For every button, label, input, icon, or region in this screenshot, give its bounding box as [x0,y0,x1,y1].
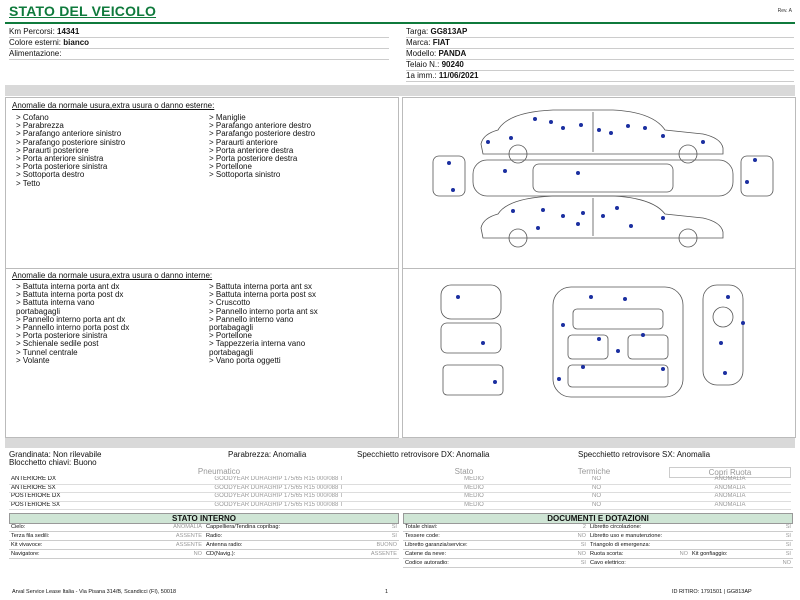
internal-damage-list-1 [16,283,206,365]
list-item: > Paraurti posteriore [16,145,89,155]
colore-value: bianco [63,38,90,47]
kv-value: NO [762,559,793,568]
marca-label: Marca: [406,38,431,47]
tyre-termiche: NO [534,476,659,484]
list-item: > Pannello interno porta ant dx [16,314,126,324]
list-item: > Cofano [16,113,49,122]
table-row [403,541,793,550]
list-item: > Sottoporta sinistro [209,170,281,180]
table-row [9,532,399,541]
kv-label: Libretto circolazione: [588,523,762,532]
footer-ritiro-id: ID RITIRO: 1791501 | GG813AP [672,589,752,595]
tyre-desc: GOODYEAR DURAGRIP 175/65 R15 000/088 T [144,493,414,502]
marca-value: FIAT [432,38,450,47]
targa-value: GG813AP [430,27,468,36]
spacer [659,501,669,510]
internal-damage-panel [5,268,399,438]
modello-row [406,49,794,60]
tyre-position: POSTERIORE DX [9,493,144,502]
list-item: > Vano porta oggetti [209,355,281,365]
modello-value: PANDA [438,49,467,58]
spacer [659,493,669,502]
list-item: > Parafango posteriore destro [209,129,316,139]
kv-label: Cavo elettrico: [588,559,762,568]
telaio-value: 90240 [441,60,464,69]
list-item: > Pannello interno porta ant sx [209,306,318,316]
tyre-termiche: NO [534,493,659,502]
kv-label: Libretto garanzia/service: [403,541,498,550]
immatricolazione-value: 11/06/2021 [438,71,479,80]
immatricolazione-row [406,71,794,82]
list-item: > Tappezzeria interna vano [209,339,306,349]
table-row [403,559,793,568]
list-item: > Cruscotto [209,298,251,308]
table-row [9,523,399,532]
marca-row [406,38,794,49]
tyre-stato: MEDIO [414,484,534,493]
table-row [9,484,791,493]
blocchetto-status: Blocchetto chiavi: Buono [9,458,97,467]
kv-value: ASSENTE [109,541,204,550]
telaio-label: Telaio N.: [406,60,440,69]
spacer [659,476,669,484]
kv-value: NO [109,550,204,559]
list-item: > Tetto [16,178,41,188]
list-item: > Parabrezza [16,121,64,131]
targa-label: Targa: [406,27,429,36]
kv-label: Radio: [204,532,304,541]
alimentazione-row [9,49,389,60]
internal-damage-list-2 [209,283,394,365]
tyre-position: ANTERIORE DX [9,476,144,484]
list-item: > Battuta interna porta post dx [16,290,124,300]
tyre-copri: ANOMALIA [669,493,791,502]
list-item: > Porta anteriore sinistra [16,154,104,164]
list-item: > Pannello interno vano [209,314,294,324]
list-item: > Portellone [209,162,252,172]
kv-label: Codice autoradio: [403,559,498,568]
tyres-header-copri: Copri Ruota [669,467,791,478]
kv-value: SI [762,550,793,559]
car-interior-svg [403,269,795,437]
list-item: > Pannello interno porta post dx [16,323,130,333]
revision-label: Rev. A [777,8,792,14]
table-row [9,493,791,502]
alimentazione-label: Alimentazione: [9,49,62,58]
tyres-header-termiche: Termiche [577,467,611,476]
footer-page-number: 1 [385,589,389,595]
table-row [403,532,793,541]
kv-value: SI [762,532,793,541]
kv-value: ASSENTE [109,532,204,541]
kv-value: SI [762,523,793,532]
list-item: > Parafango anteriore destro [209,121,312,131]
list-item: > Battuta interna vano [16,298,95,308]
list-item: > Schienale sedile post [16,339,99,349]
stato-interno-header: STATO INTERNO [9,513,399,524]
kv-label: Navigatore: [9,550,109,559]
tyre-termiche: NO [534,501,659,510]
documenti-table [403,523,793,568]
external-damage-panel [5,97,399,269]
immatricolazione-label: 1a imm.: [406,71,437,80]
tyre-copri: ANOMALIA [669,501,791,510]
tyre-desc: GOODYEAR DURAGRIP 175/65 R15 000/088 T [144,501,414,510]
tyre-position: POSTERIORE SX [9,501,144,510]
km-label: Km Percorsi: [9,27,55,36]
kv-value: SI [498,559,588,568]
internal-car-diagram [402,268,796,438]
list-item: > Battuta interna porta ant dx [16,282,120,291]
kv-label: Kit gonfiaggio: [690,550,762,559]
tyre-termiche: NO [534,484,659,493]
kv-value: SI [304,523,399,532]
kv-value: 2 [498,523,588,532]
tyre-stato: MEDIO [414,476,534,484]
section-divider-2 [5,438,795,448]
list-item: > Porta posteriore sinistra [16,162,108,172]
list-item: portabagagli [209,347,254,357]
parabrezza-status: Parabrezza: Anomalia [228,450,307,459]
external-damage-title: Anomalie da normale usura,extra usura o danno esterne: [12,101,215,110]
kv-label: Antenna radio: [204,541,304,550]
tyre-stato: MEDIO [414,493,534,502]
tyre-stato: MEDIO [414,501,534,510]
kv-label: Totale chiavi: [403,523,498,532]
kv-label: CD(Navig.): [204,550,304,559]
kv-label: Cielo: [9,523,109,532]
footer-company: Arval Service Lease Italia - Via Pisana 314/B, Scandicci (FI), 50018 [12,589,177,595]
targa-row [406,27,794,38]
kv-value: NO [660,550,690,559]
list-item: > Porta anteriore destra [209,145,294,155]
tyre-copri: ANOMALIA [669,476,791,484]
interior-damage-dots [456,295,745,384]
kv-label: Catene da neve: [403,550,498,559]
list-item: portabagagli [209,323,254,333]
km-value: 14341 [57,27,80,36]
modello-label: Modello: [406,49,437,58]
kv-label: Tessere code: [403,532,498,541]
list-item: > Battuta interna porta post sx [209,290,316,300]
kv-value: NO [498,532,588,541]
table-row [9,476,791,484]
tyres-table [9,476,791,510]
damage-dots [447,117,757,230]
list-item: > Parafango anteriore sinistro [16,129,122,139]
kv-label: Triangolo di emergenza: [588,541,762,550]
table-row [403,550,793,559]
list-item: > Porta posteriore sinistra [16,331,108,341]
kv-value: SI [304,532,399,541]
external-car-diagram [402,97,796,269]
tyre-copri: ANOMALIA [669,484,791,493]
kv-label: Terza fila sedili: [9,532,109,541]
kv-value: SI [762,541,793,550]
list-item: > Volante [16,355,50,365]
page-title: STATO DEL VEICOLO [9,3,157,19]
external-damage-list-2 [209,114,394,180]
specchietto-sx-status: Specchietto retrovisore SX: Anomalia [578,450,711,459]
list-item: > Parafango posteriore sinistro [16,137,126,147]
grandinata-status: Grandinata: Non rilevabile [9,450,102,459]
colore-row [9,38,389,49]
kv-label: Ruota scorta: [588,550,660,559]
table-row [9,541,399,550]
list-item: portabagagli [16,306,61,316]
title-underline [5,22,795,24]
tyres-header-stato: Stato [454,467,474,476]
specchietto-dx-status: Specchietto retrovisore DX: Anomalia [357,450,490,459]
kv-label: Kit vivavoce: [9,541,109,550]
kv-value: NO [498,550,588,559]
kv-value: SI [498,541,588,550]
car-exterior-svg [403,98,795,268]
list-item: > Paraurti anteriore [209,137,278,147]
table-row [403,523,793,532]
spacer [659,484,669,493]
colore-label: Colore esterni: [9,38,62,47]
list-item: > Sottoporta destro [16,170,85,180]
telaio-row [406,60,794,71]
tyre-position: ANTERIORE SX [9,484,144,493]
list-item: > Porta posteriore destra [209,154,298,164]
kv-value: BUONO [304,541,399,550]
kv-label: Cappelliera/Tendina copribag: [204,523,304,532]
km-row [9,27,389,38]
documenti-header: DOCUMENTI E DOTAZIONI [403,513,793,524]
list-item: > Tunnel centrale [16,347,78,357]
list-item: > Maniglie [209,113,246,122]
tyre-desc: GOODYEAR DURAGRIP 175/65 R15 000/088 T [144,484,414,493]
kv-value: ANOMALIA [109,523,204,532]
list-item: > Battuta interna porta ant sx [209,282,312,291]
stato-interno-table [9,523,399,559]
list-item: > Portellone [209,331,252,341]
tyre-desc: GOODYEAR DURAGRIP 175/65 R15 000/088 T [144,476,414,484]
section-divider [5,85,795,96]
external-damage-list-1 [16,114,206,188]
internal-damage-title: Anomalie da normale usura,extra usura o danno interne: [12,271,213,280]
kv-value: ASSENTE [304,550,399,559]
tyres-header-pneumatico: Pneumatico [197,467,241,476]
table-row [9,550,399,559]
kv-label: Libretto uso e manutenzione: [588,532,762,541]
table-row [9,501,791,510]
